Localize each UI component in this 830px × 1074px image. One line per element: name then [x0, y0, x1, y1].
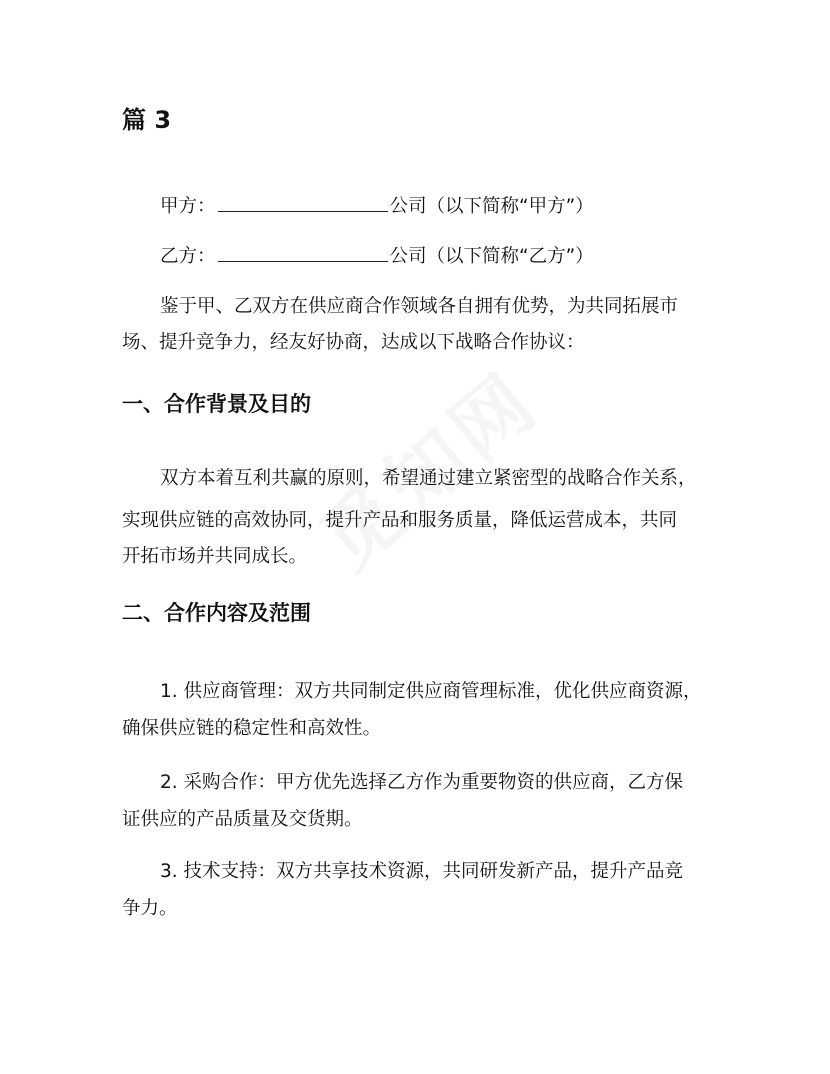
party-b-line: [160, 243, 760, 270]
item-1-line-2: 确保供应链的稳定性和高效性。: [122, 718, 382, 739]
party-a-suffix: 公司（以下简称“甲方”）: [389, 196, 594, 217]
party-b-blank: [218, 243, 388, 262]
section-1-line-2: 实现供应链的高效协同，提升产品和服务质量，降低运营成本，共同: [122, 510, 678, 531]
section-1-line-3: 开拓市场并共同成长。: [122, 546, 308, 567]
party-a-label: 甲方：: [160, 196, 216, 217]
item-2-line-2: 证供应的产品质量及交货期。: [122, 809, 363, 830]
section-2-heading: 二、合作内容及范围: [122, 601, 311, 625]
item-1-line-1: 1. 供应商管理：双方共同制定供应商管理标准，优化供应商资源，: [160, 681, 702, 702]
item-3-line-2: 争力。: [122, 898, 178, 919]
section-1-line-1: 双方本着互利共赢的原则，希望通过建立紧密型的战略合作关系，: [160, 468, 697, 489]
party-a-line: [160, 193, 760, 220]
intro-line-1: 鉴于甲、乙双方在供应商合作领域各自拥有优势，为共同拓展市: [160, 296, 679, 317]
section-1-heading: 一、合作背景及目的: [122, 392, 311, 416]
page-title: 篇 3: [122, 106, 172, 134]
party-b-label: 乙方：: [160, 246, 216, 267]
party-b-suffix: 公司（以下简称“乙方”）: [389, 246, 594, 267]
item-2-line-1: 2. 采购合作：甲方优先选择乙方作为重要物资的供应商，乙方保: [160, 772, 684, 793]
item-3-line-1: 3. 技术支持：双方共享技术资源，共同研发新产品，提升产品竞: [160, 861, 684, 882]
intro-line-2: 场、提升竞争力，经友好协商，达成以下战略合作协议：: [122, 332, 585, 353]
party-a-blank: [218, 193, 388, 212]
